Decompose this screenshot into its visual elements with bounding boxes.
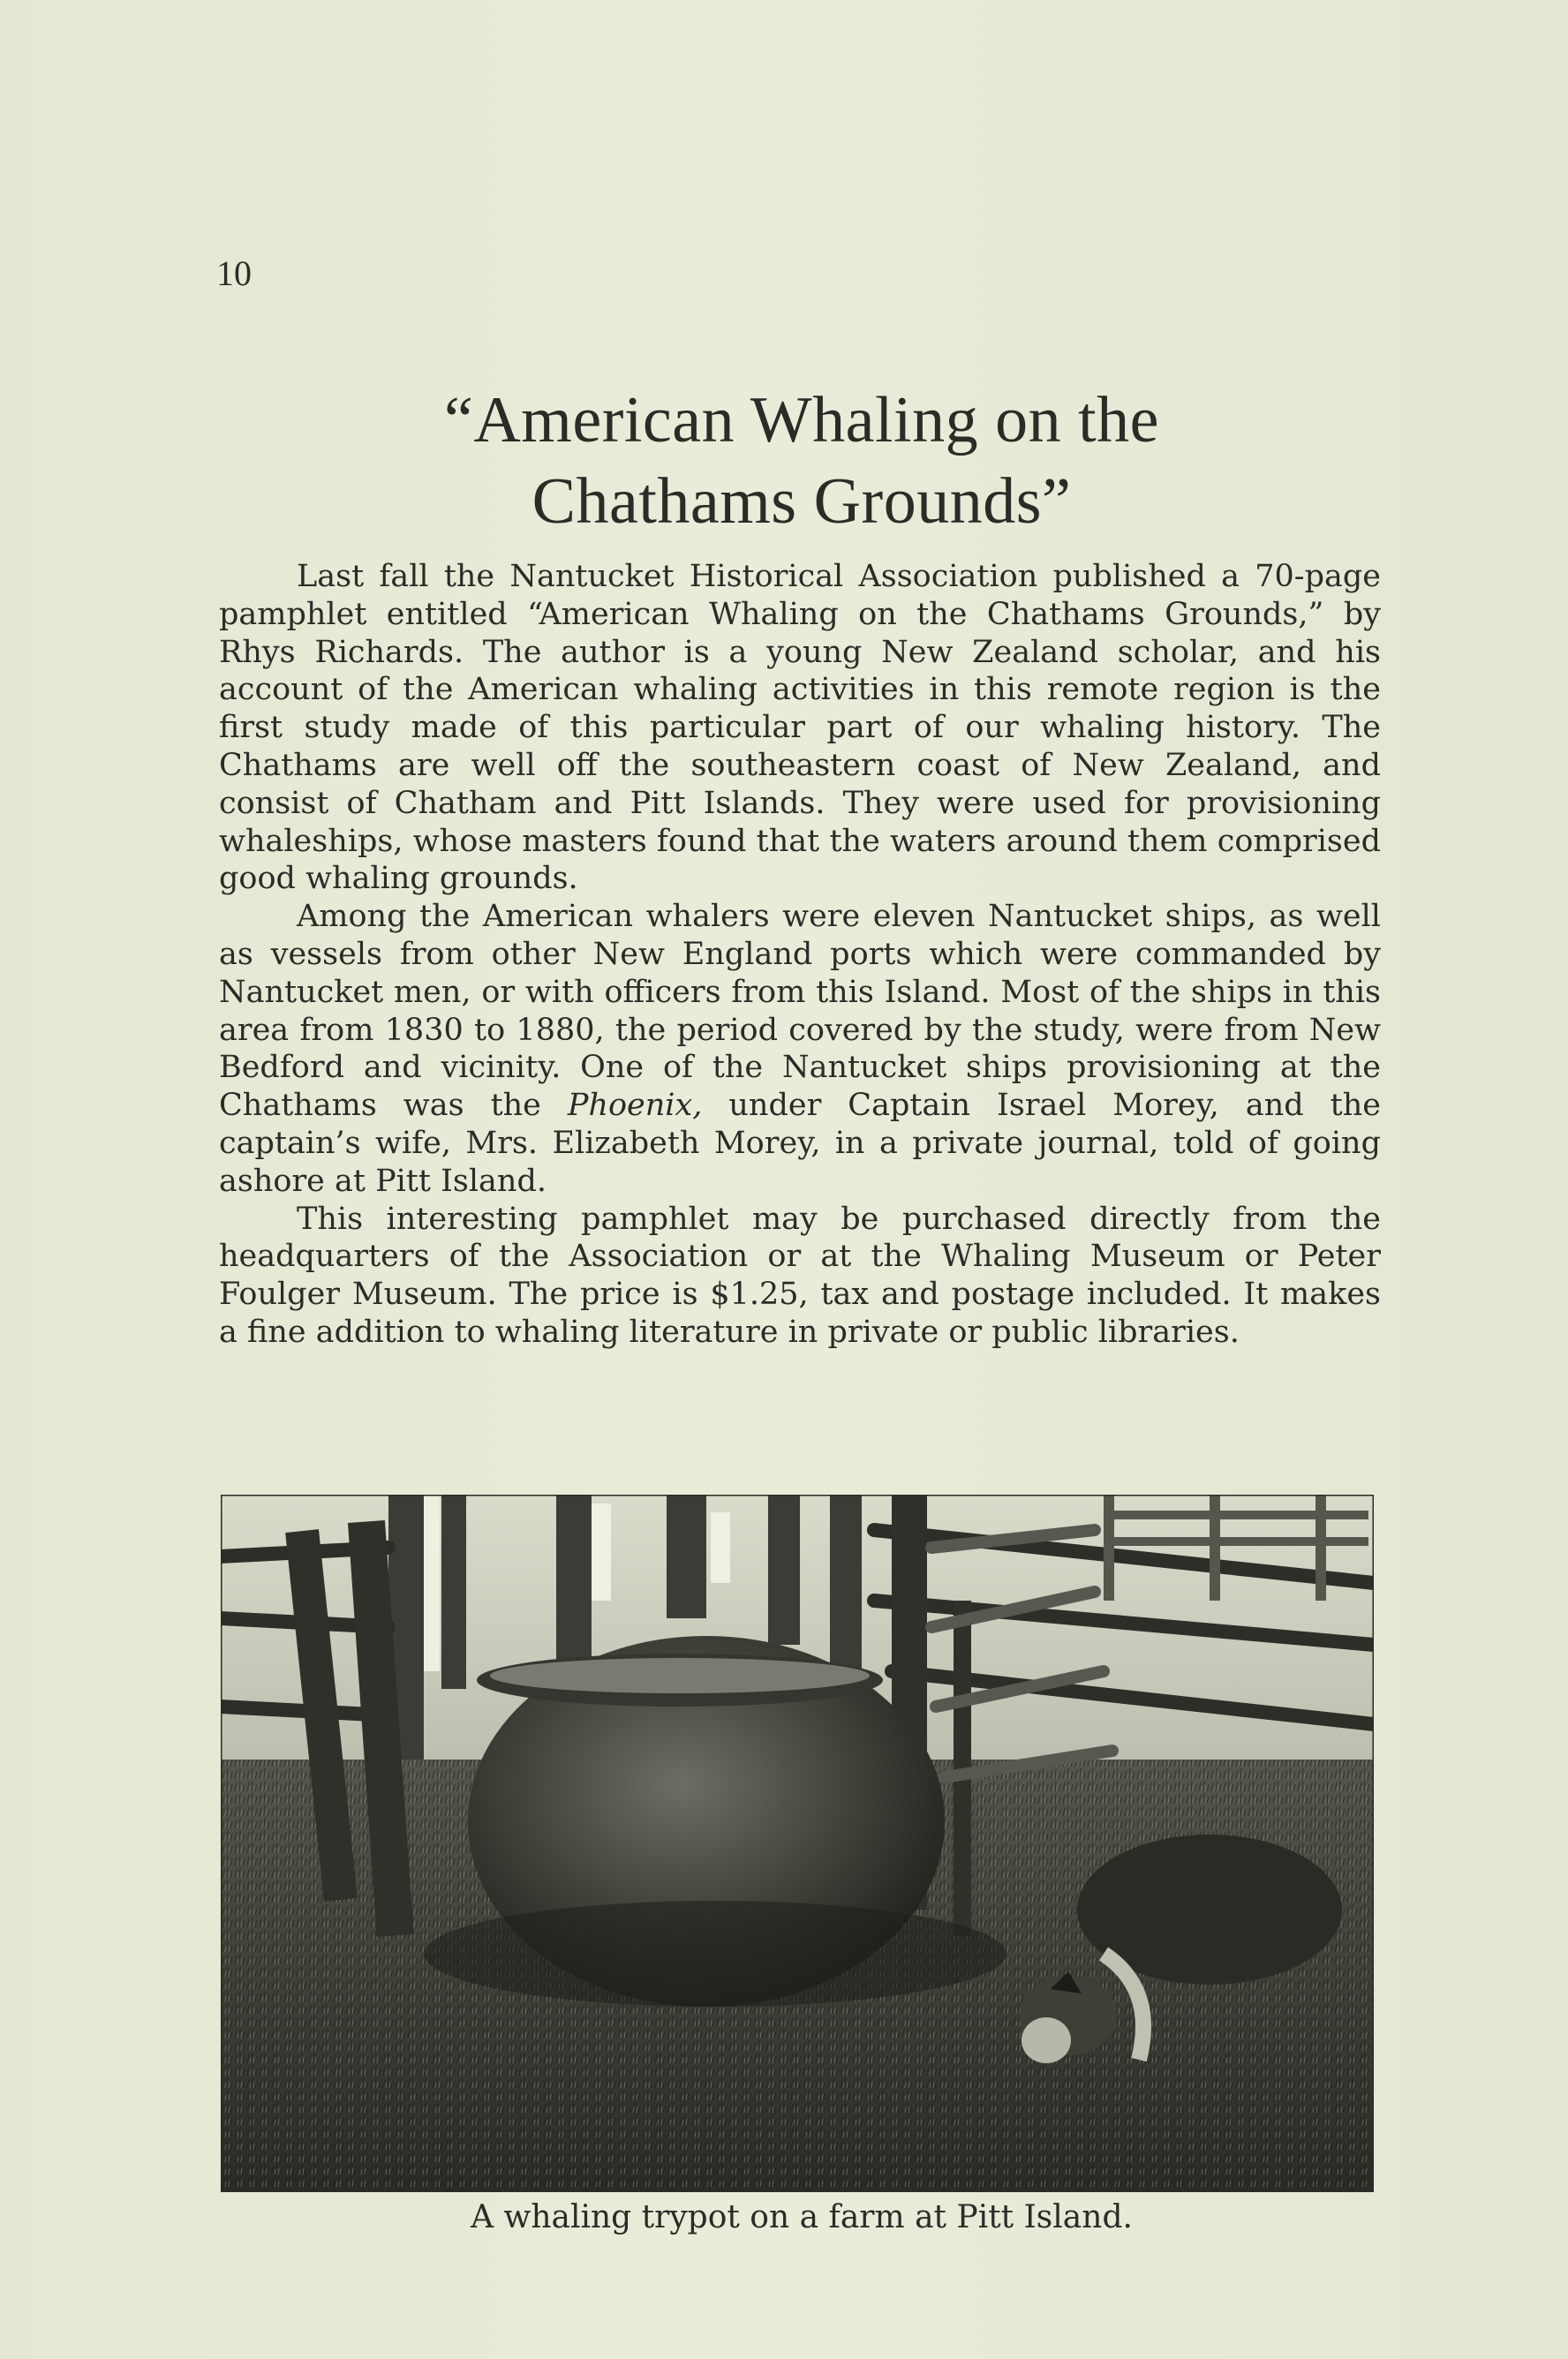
article-title-line-2: Chathams Grounds” — [531, 465, 1072, 538]
photo-caption: A whaling trypot on a farm at Pitt Island. — [471, 2199, 1133, 2235]
paragraph-2-text-b: under Captain Israel Morey, and the captain’s wife, Mrs. Elizabeth Morey, in a private journal, told of going ashore at Pitt Island. — [219, 1088, 1381, 1199]
paragraph-3: This interesting pamphlet may be purchased directly from the headquarters of the Association or at the Whaling Museum or Peter Foulger Museum. The price is $1.25, tax and postage included. It makes a fine addition to whaling literature in private or public libraries. — [219, 1201, 1381, 1350]
paragraph-1: Last fall the Nantucket Historical Association published a 70-page pamphlet entitled “American Whaling on the Chathams Grounds,” by Rhys Richards. The author is a young New Zealand scholar, and his account of the American whaling activities in this remote region is the first study made of this particular part of our whaling history. The Chathams are well off the southeastern coast of New Zealand, and consist of Chatham and Pitt Islands. They were used for provisioning whaleships, whose masters found that the waters around them comprised good whaling grounds. — [219, 559, 1381, 897]
trypot-photo-illustration — [221, 1495, 1374, 2192]
page-number: 10 — [216, 253, 252, 293]
article-title-line-1: “American Whaling on the — [444, 384, 1159, 456]
paragraph-2 — [219, 898, 1381, 1200]
trypot-photo — [221, 1495, 1374, 2192]
article-title — [219, 380, 1384, 542]
ship-name-phoenix: Phoenix, — [567, 1088, 703, 1124]
article-body — [219, 558, 1381, 1352]
paragraph-2-text-a: Among the American whalers were eleven Nantucket ships, as well as vessels from other New England ports which were commanded by Nantucket men, or with officers from this Island. Most of the ships in this area from 1830 to 1880, the period covered by the study, were from New Bedford and vicinity. One of the Nantucket ships provisioning at the Chathams was the — [219, 899, 1381, 1124]
